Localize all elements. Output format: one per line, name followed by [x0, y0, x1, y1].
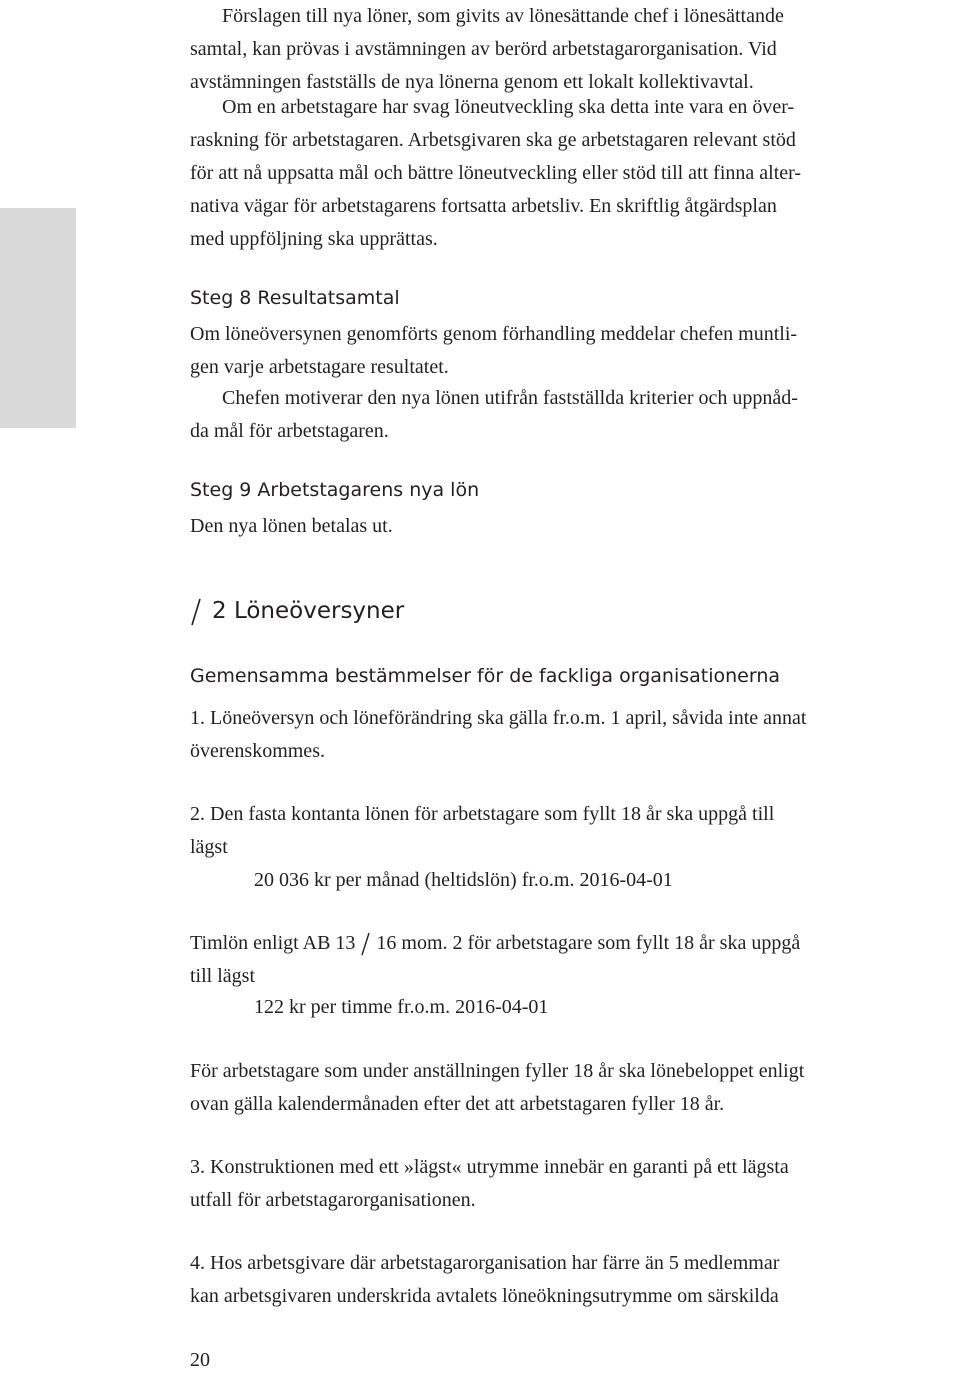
- text-line: kan arbetsgivaren underskrida avtalets löneökningsutrymme om särskilda: [190, 1285, 779, 1307]
- item-4: [190, 1247, 960, 1313]
- text-line: För arbetstagare som under anställningen fyller 18 år ska lönebeloppet enligt: [190, 1060, 805, 1082]
- text-line: nativa vägar för arbetstagarens fortsatta arbetsliv. En skriftlig åtgärdsplan: [190, 195, 777, 217]
- age-18-note: [190, 1055, 960, 1121]
- text-line: raskning för arbetstagaren. Arbetsgivaren ska ge arbetstagaren relevant stöd: [190, 129, 796, 151]
- chapter-tab-marker: [0, 208, 76, 428]
- section-sign-icon: [361, 932, 370, 956]
- text-line: 4. Hos arbetsgivare där arbetstagarorganisation har färre än 5 medlemmar: [190, 1252, 780, 1274]
- text-line: med uppföljning ska upprättas.: [190, 228, 438, 250]
- section-heading-text: 2 Löneöversyner: [212, 598, 405, 624]
- text-line: ovan gälla kalendermånaden efter det att arbetstagaren fyller 18 år.: [190, 1093, 725, 1115]
- text-line: utfall för arbetstagarorganisationen.: [190, 1189, 476, 1211]
- item-2: [190, 798, 960, 864]
- hourly-wage-amount: 122 kr per timme fr.o.m. 2016-04-01: [254, 996, 549, 1018]
- text-line: samtal, kan prövas i avstämningen av berörd arbetstagarorganisation. Vid: [190, 38, 777, 60]
- item-1: [190, 702, 960, 768]
- paragraph-negotiation: [190, 0, 960, 99]
- text-line: 1. Löneöversyn och löneförändring ska gälla fr.o.m. 1 april, såvida inte annat: [190, 707, 807, 729]
- step9-paragraph: [190, 510, 960, 543]
- text-line: Förslagen till nya löner, som givits av lönesättande chef i lönesättande: [222, 5, 784, 27]
- hourly-wage-paragraph: [190, 927, 960, 993]
- text-line: överenskommes.: [190, 740, 325, 762]
- text-line: lägst: [190, 836, 228, 858]
- item-3: [190, 1151, 960, 1217]
- page-number: 20: [190, 1349, 210, 1371]
- step8-paragraph-2: [190, 382, 960, 448]
- text-line: da mål för arbetstagaren.: [190, 420, 389, 442]
- step8-paragraph-1: [190, 318, 960, 384]
- text-line: för att nå uppsatta mål och bättre löneutveckling eller stöd till att finna alter-: [190, 162, 802, 184]
- text-line: Den nya lönen betalas ut.: [190, 515, 393, 537]
- text-line: Om en arbetstagare har svag löneutveckling ska detta inte vara en över-: [222, 96, 795, 118]
- text-line: 2. Den fasta kontanta lönen för arbetstagare som fyllt 18 år ska uppgå till: [190, 803, 775, 825]
- step8-heading: Steg 8 Resultatsamtal: [190, 287, 400, 309]
- text-line: gen varje arbetstagare resultatet.: [190, 356, 449, 378]
- text-line: 3. Konstruktionen med ett »lägst« utrymme innebär en garanti på ett lägsta: [190, 1156, 789, 1178]
- text-line: [190, 927, 960, 960]
- hourly-text-before: Timlön enligt AB 13: [190, 932, 356, 954]
- text-line: Om löneöversynen genomförts genom förhandling meddelar chefen muntli-: [190, 323, 798, 345]
- section-subheading: Gemensamma bestämmelser för de fackliga organisationerna: [190, 665, 781, 687]
- paragraph-weak-salary-development: [190, 91, 960, 256]
- text-line: avstämningen fastställs de nya lönerna genom ett lokalt kollektivavtal.: [190, 71, 754, 93]
- section-sign-icon: [190, 597, 202, 627]
- text-line: Chefen motiverar den nya lönen utifrån fastställda kriterier och uppnåd-: [222, 387, 798, 409]
- text-line: till lägst: [190, 965, 255, 987]
- section-heading: [190, 594, 404, 628]
- hourly-text-after: 16 mom. 2 för arbetstagare som fyllt 18 år ska uppgå: [376, 932, 801, 954]
- step9-heading: Steg 9 Arbetstagarens nya lön: [190, 479, 480, 501]
- monthly-salary-amount: 20 036 kr per månad (heltidslön) fr.o.m. 2016-04-01: [254, 869, 673, 891]
